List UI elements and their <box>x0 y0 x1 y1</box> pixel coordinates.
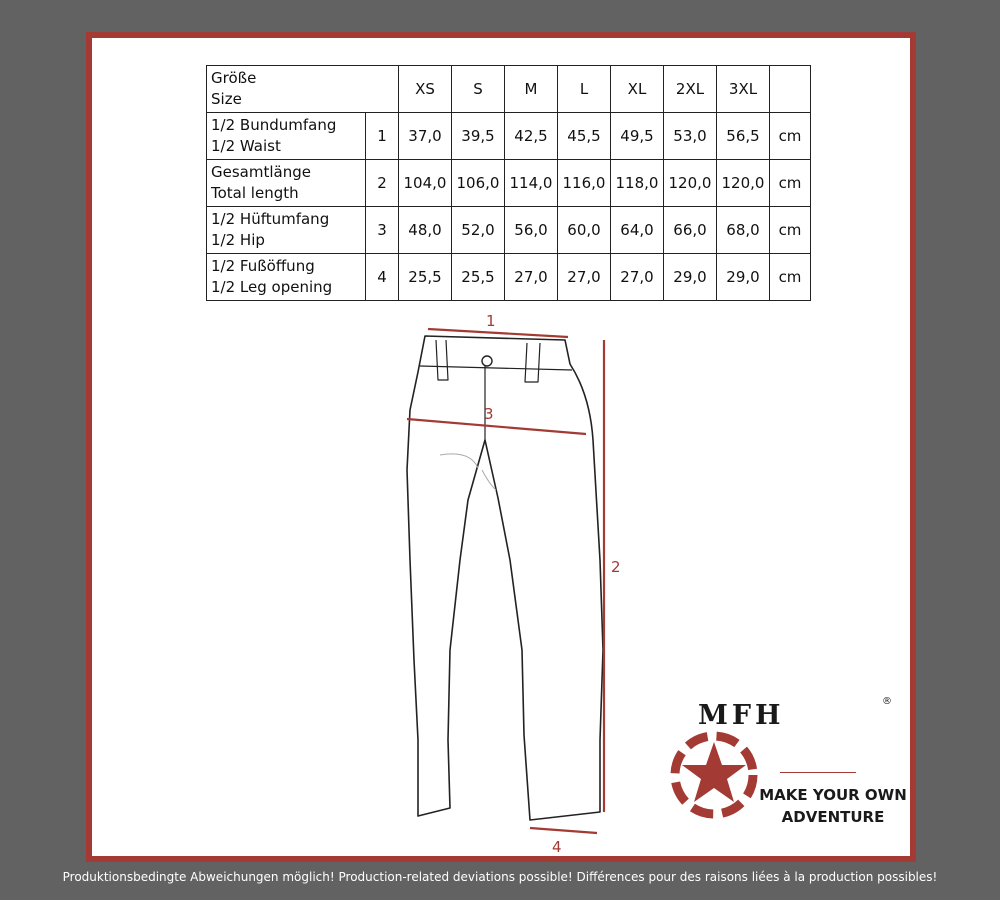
table-cell: 27,0 <box>611 254 664 301</box>
size-header: M <box>505 66 558 113</box>
measure-line-waist <box>428 329 568 337</box>
table-cell: 120,0 <box>717 160 770 207</box>
table-cell: 29,0 <box>717 254 770 301</box>
table-cell: 27,0 <box>505 254 558 301</box>
row-label-en: 1/2 Leg opening <box>211 278 333 296</box>
row-label-de: Gesamtlänge <box>211 163 311 181</box>
label-leg-opening: 4 <box>552 838 562 856</box>
table-cell: 120,0 <box>664 160 717 207</box>
tagline-line-2: ADVENTURE <box>781 808 885 826</box>
label-waist: 1 <box>486 312 496 330</box>
table-cell: 116,0 <box>558 160 611 207</box>
table-cell: 27,0 <box>558 254 611 301</box>
unit-cell: cm <box>770 254 811 301</box>
table-cell: 56,0 <box>505 207 558 254</box>
footer-disclaimer: Produktionsbedingte Abweichungen möglich! Production-related deviations possible! Différences pour des raisons liées à la production possibles! <box>62 870 938 884</box>
brand-divider <box>780 772 856 773</box>
row-number: 2 <box>366 160 399 207</box>
trousers-outline <box>407 336 603 820</box>
unit-cell: cm <box>770 207 811 254</box>
table-cell: 52,0 <box>452 207 505 254</box>
table-cell: 60,0 <box>558 207 611 254</box>
measure-line-hip <box>407 419 586 434</box>
table-cell: 45,5 <box>558 113 611 160</box>
header-label-en: Size <box>211 90 242 108</box>
tagline-line-1: MAKE YOUR OWN <box>759 786 907 804</box>
size-header: XL <box>611 66 664 113</box>
row-label-de: 1/2 Fußöffung <box>211 257 315 275</box>
label-hip: 3 <box>484 405 494 423</box>
size-header: 2XL <box>664 66 717 113</box>
size-header: 3XL <box>717 66 770 113</box>
table-cell: 42,5 <box>505 113 558 160</box>
table-cell: 66,0 <box>664 207 717 254</box>
row-number: 4 <box>366 254 399 301</box>
row-label-en: 1/2 Waist <box>211 137 281 155</box>
table-cell: 53,0 <box>664 113 717 160</box>
table-cell: 56,5 <box>717 113 770 160</box>
brand-name: MFH <box>698 700 785 731</box>
table-cell: 25,5 <box>399 254 452 301</box>
row-label-en: Total length <box>211 184 299 202</box>
brand-tagline <box>758 784 908 828</box>
table-cell: 48,0 <box>399 207 452 254</box>
size-header: L <box>558 66 611 113</box>
table-cell: 25,5 <box>452 254 505 301</box>
header-label-de: Größe <box>211 69 257 87</box>
unit-cell: cm <box>770 113 811 160</box>
table-cell: 29,0 <box>664 254 717 301</box>
row-label-de: 1/2 Hüftumfang <box>211 210 330 228</box>
table-cell: 104,0 <box>399 160 452 207</box>
size-header: S <box>452 66 505 113</box>
row-label-en: 1/2 Hip <box>211 231 265 249</box>
table-cell: 114,0 <box>505 160 558 207</box>
table-cell: 64,0 <box>611 207 664 254</box>
row-number: 1 <box>366 113 399 160</box>
table-cell: 39,5 <box>452 113 505 160</box>
registered-mark: ® <box>882 696 892 707</box>
table-cell: 106,0 <box>452 160 505 207</box>
star-icon <box>675 736 753 814</box>
table-cell: 118,0 <box>611 160 664 207</box>
table-cell: 49,5 <box>611 113 664 160</box>
measure-lines <box>407 329 604 833</box>
table-cell: 37,0 <box>399 113 452 160</box>
row-label-de: 1/2 Bundumfang <box>211 116 337 134</box>
label-length: 2 <box>611 558 621 576</box>
unit-cell: cm <box>770 160 811 207</box>
size-header: XS <box>399 66 452 113</box>
measure-line-leg-opening <box>530 828 597 833</box>
row-number: 3 <box>366 207 399 254</box>
button-icon <box>482 356 492 366</box>
table-cell: 68,0 <box>717 207 770 254</box>
